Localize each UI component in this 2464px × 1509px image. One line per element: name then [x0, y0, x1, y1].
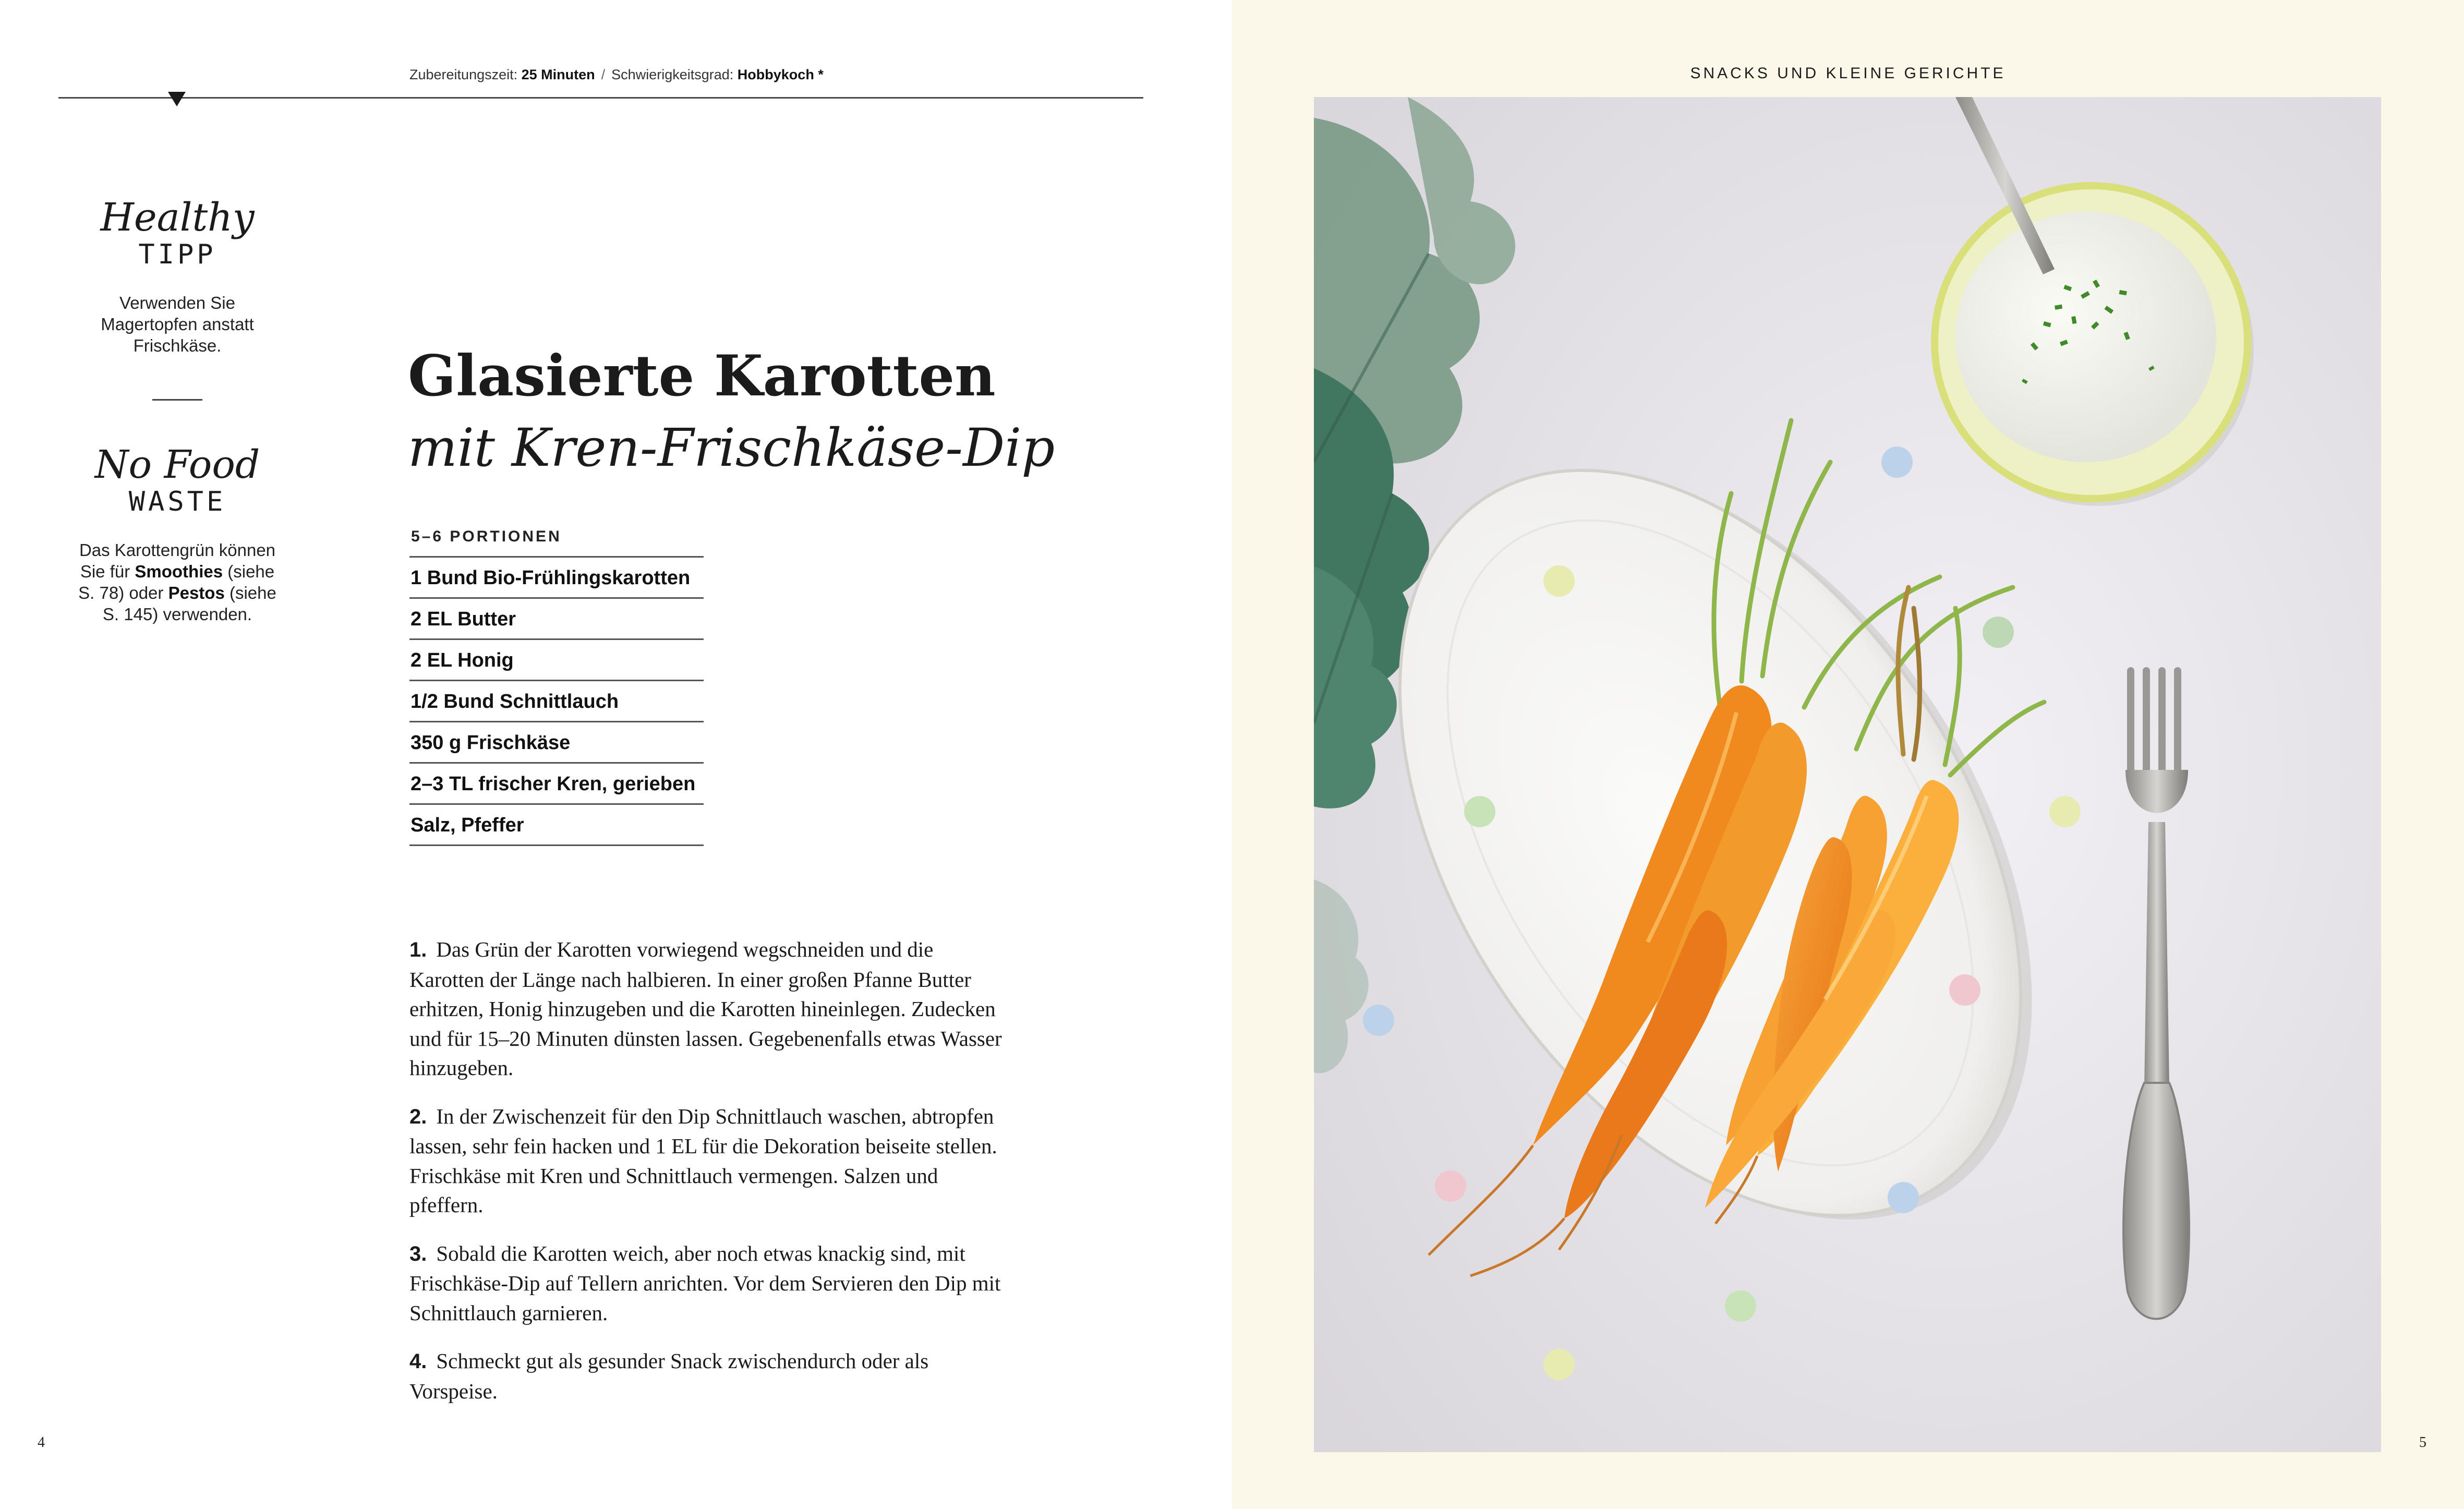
recipe-subtitle: mit Kren-Frischkäse-Dip	[408, 417, 1055, 478]
section-title: SNACKS UND KLEINE GERICHTE	[1690, 65, 2006, 82]
no-food-waste-text	[73, 539, 282, 625]
no-food-waste-script: No Food	[94, 442, 260, 487]
tip-text-part: (siehe S. 145) verwenden.	[102, 583, 276, 624]
prep-time-label: Zubereitungszeit:	[409, 67, 518, 82]
page-number-left: 4	[38, 1434, 45, 1451]
healthy-tip-script: Healthy	[100, 195, 255, 240]
step-4	[409, 1346, 1009, 1406]
triangle-marker-icon	[168, 92, 186, 106]
ingredient-item: 1/2 Bund Schnittlauch	[409, 681, 704, 722]
tip-text-part: Das Karottengrün können Sie für	[79, 540, 276, 581]
step-3	[409, 1239, 1009, 1328]
step-2	[409, 1102, 1009, 1220]
page-number-right: 5	[2419, 1434, 2426, 1451]
step-1	[409, 935, 1009, 1083]
healthy-tip-caps: TIPP	[138, 239, 216, 270]
step-number: 1.	[409, 938, 427, 961]
portions-label: 5–6 PORTIONEN	[411, 528, 562, 545]
step-text: In der Zwischenzeit für den Dip Schnittlauch waschen, abtropfen lassen, sehr fein hacken und 1 EL für die Dekoration beiseite stellen. Frischkäse mit Kren und Schnittlauch vermengen. Salzen und pfeffern.	[409, 1104, 997, 1217]
difficulty-value: Hobbykoch	[737, 67, 814, 82]
difficulty-label: Schwierigkeitsgrad:	[611, 67, 734, 82]
no-food-waste-tip	[73, 442, 282, 625]
ingredient-item: 2 EL Honig	[409, 640, 704, 681]
recipe-meta	[409, 67, 824, 83]
step-text: Sobald die Karotten weich, aber noch etwas knackig sind, mit Frischkäse-Dip auf Tellern anrichten. Vor dem Servieren den Dip mit Schnittlauch garnieren.	[409, 1241, 1001, 1325]
healthy-tip	[73, 195, 282, 356]
recipe-photo	[1314, 97, 2381, 1452]
no-food-waste-caps: WASTE	[128, 486, 226, 517]
smoothies-ref: Smoothies	[135, 562, 223, 581]
step-text: Schmeckt gut als gesunder Snack zwischendurch oder als Vorspeise.	[409, 1349, 929, 1403]
tip-text-part: (siehe S. 78) oder	[78, 562, 275, 602]
ingredient-item: 350 g Frischkäse	[409, 722, 704, 764]
ingredient-item: Salz, Pfeffer	[409, 805, 704, 846]
step-number: 2.	[409, 1105, 427, 1128]
ingredient-item: 1 Bund Bio-Frühlingskarotten	[409, 558, 704, 599]
meta-separator: /	[601, 67, 606, 82]
sidebar-divider	[152, 399, 202, 401]
recipe-title: Glasierte Karotten	[408, 343, 996, 409]
ingredient-item: 2 EL Butter	[409, 599, 704, 640]
step-number: 4.	[409, 1350, 427, 1373]
food-photo-illustration	[1314, 97, 2381, 1452]
ingredient-list	[409, 556, 704, 846]
prep-time-value: 25 Minuten	[521, 67, 595, 82]
header-rule	[58, 97, 1143, 99]
step-number: 3.	[409, 1242, 427, 1265]
difficulty-mark: *	[818, 67, 824, 82]
step-text: Das Grün der Karotten vorwiegend wegschneiden und die Karotten der Länge nach halbieren. In einer großen Pfanne Butter erhitzen, Honig hinzugeben und die Karotten hineinlegen. Zudecken und für 15–20 Minuten dünsten lassen. Gegebenenfalls etwas Wasser hinzugeben.	[409, 937, 1002, 1080]
pestos-ref: Pestos	[168, 583, 225, 602]
healthy-tip-text: Verwenden Sie Magertopfen anstatt Frischkäse.	[101, 293, 254, 355]
ingredient-item: 2–3 TL frischer Kren, gerieben	[409, 764, 704, 805]
dip-bowl	[1935, 186, 2254, 506]
sidebar	[73, 195, 282, 625]
instruction-steps	[409, 935, 1009, 1425]
